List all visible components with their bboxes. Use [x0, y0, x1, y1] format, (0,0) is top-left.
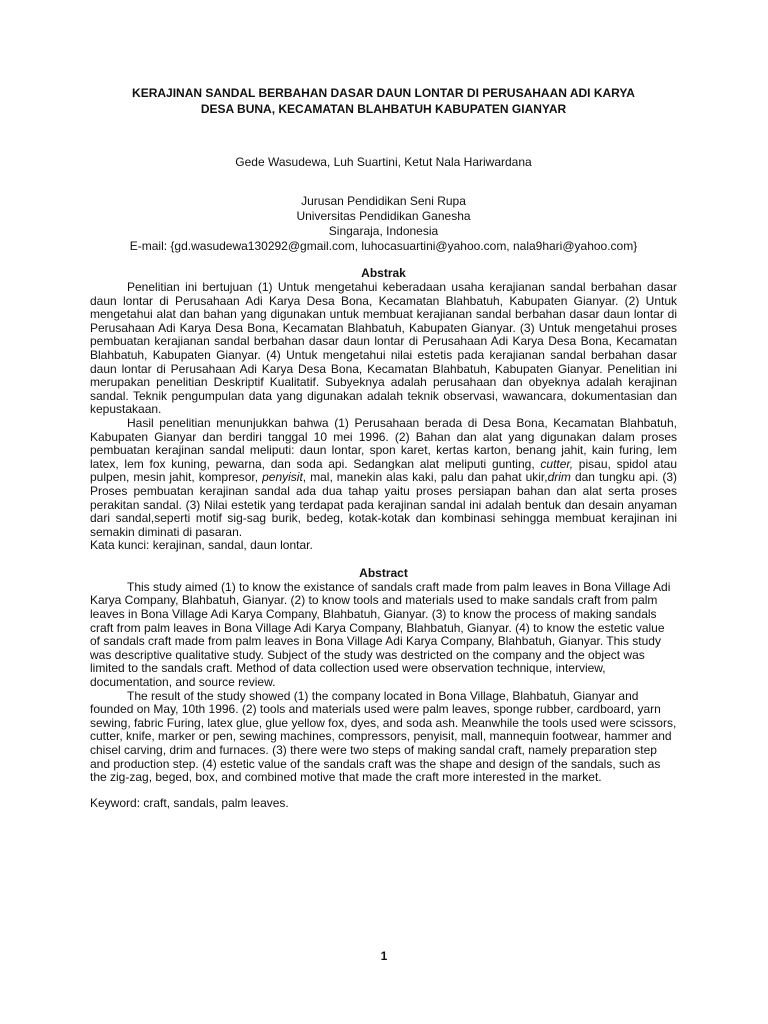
- affiliation-department: Jurusan Pendidikan Seni Rupa: [301, 194, 466, 208]
- affiliation-city: Singaraja, Indonesia: [328, 224, 439, 238]
- abstract-paragraph-2: The result of the study showed (1) the company located in Bona Village, Blahbatuh, Gianyar and founded on May, 10th 1996. (2) tools and materials used were palm leaves, sponge rubber, cardboard, yarn sewing, fabric Furing, latex glue, glue yellow fox, dyes, and soda ash. Meanwhile the tools used were scissors, cutter, knife, marker or pen, sewing machines, compressors, penyisit, mall, mannequin footwear, hammer and chisel carving, drim and furnaces. (3) there were two steps of making sandal craft, namely preparation step and production step. (4) estetic value of the sandals craft was the shape and design of the sandals, such as the zig-zag, beged, box, and combined motive that made the craft more interested in the market.: [90, 688, 677, 785]
- abstrak-p2-italic-cutter: cutter,: [540, 456, 574, 471]
- affiliation-block: [90, 194, 677, 254]
- abstrak-p2-text-d: dan tungku api. (3) Proses pembuatan kerajinan sandal ada dua tahap yaitu proses persiapan bahan dan alat serta proses perakitan sandal. (3) Nilai estetik yang terdapat pada kerajinan sandal ini adalah bentuk dan desain anyaman dari sandal,seperti motif sig-sag burik, bedeg, kotak-kotak dan kombinasi sehingga membuat kerajinan ini semakin diminati di pasaran.: [90, 470, 678, 539]
- page-number: 1: [380, 949, 388, 963]
- abstract-keywords: Keyword: craft, sandals, palm leaves.: [90, 795, 289, 810]
- affiliation-university: Universitas Pendidikan Ganesha: [296, 209, 471, 223]
- abstract-heading: Abstract: [359, 565, 408, 580]
- abstrak-keywords: Kata kunci: kerajinan, sandal, daun lontar.: [90, 538, 313, 553]
- paper-page: [90, 85, 677, 810]
- affiliation-email: E-mail: {gd.wasudewa130292@gmail.com, luhocasuartini@yahoo.com, nala9hari@yahoo.com}: [129, 239, 638, 253]
- abstrak-paragraph-1: Penelitian ini bertujuan (1) Untuk mengetahui keberadaan usaha kerajianan sandal berbahan dasar daun lontar di Perusahaan Adi Karya Desa Bona, Kecamatan Blahbatuh, Kabupaten Gianyar. (2) Untuk mengetahui alat dan bahan yang digunakan untuk membuat kerajianan sandal berbahan dasar daun lontar di Perusahaan Adi Karya Desa Bona, Kecamatan Blahbatuh, Kabupaten Gianyar. (3) Untuk mengetahui proses pembuatan kerajianan sandal berbahan dasar daun lontar di Perusahaan Adi Karya Desa Bona, Kecamatan Blahbatuh, Kabupaten Gianyar. (4) Untuk mengetahui nilai estetis pada kerajianan sandal berbahan dasar daun lontar di Perusahaan Adi Karya Desa Bona, Kecamatan Blahbatuh, Kabupaten Gianyar. Penelitian ini merupakan penelitian Deskriptif Kualitatif. Subyeknya adalah perusahaan dan obyeknya adalah kerajinan sandal. Teknik pengumpulan data yang digunakan adalah teknik observasi, wawancara, dokumentasian dan kepustakaan.: [90, 280, 677, 417]
- abstrak-heading: Abstrak: [361, 266, 406, 280]
- abstract-paragraph-1: This study aimed (1) to know the existance of sandals craft made from palm leaves in Bona Village Adi Karya Company, Blahbatuh, Gianyar. (2) to know tools and materials used to make sandals craft from palm leaves in Bona Village Adi Karya Company, Blahbatuh, Gianyar. (3) to know the process of making sandals craft from palm leaves in Bona Village Adi Karya Company, Blahbatuh, Gianyar. (4) to know the estetic value of sandals craft made from palm leaves in Bona Village Adi Karya Company, Blahbatuh, Gianyar. This study was descriptive qualitative study. Subject of the study was destricted on the company and the object was limited to the sandals craft. Method of data collection used were observation technique, interview, documentation, and source review.: [90, 579, 671, 690]
- abstrak-paragraph-2: [90, 417, 677, 539]
- paper-title-line-1: KERAJINAN SANDAL BERBAHAN DASAR DAUN LONTAR DI PERUSAHAAN ADI KARYA: [132, 86, 635, 100]
- paper-title-line-2: DESA BUNA, KECAMATAN BLAHBATUH KABUPATEN GIANYAR: [200, 102, 567, 116]
- abstrak-p2-italic-drim: drim: [547, 470, 571, 485]
- author-list: Gede Wasudewa, Luh Suartini, Ketut Nala Hariwardana: [235, 155, 532, 169]
- abstrak-p2-text-b: pisau, spidol atau pulpen, mesin jahit, kompresor,: [90, 456, 678, 485]
- abstrak-p2-italic-penyisit: penyisit: [262, 470, 303, 485]
- abstrak-p2-text-a: Hasil penelitian menunjukkan bahwa (1) Perusahaan berada di Desa Bona, Kecamatan Blahbatuh, Kabupaten Gianyar dan berdiri tanggal 10 mei 1996. (2) Bahan dan alat yang digunakan dalam proses pembuatan kerajinan sandal meliputi: daun lontar, spon karet, kertas karton, benang jahit, kain furing, lem latex, lem fox kuning, pewarna, dan soda api. Sedangkan alat meliputi gunting,: [90, 415, 677, 471]
- abstrak-p2-text-c: , mal, manekin alas kaki, palu dan pahat ukir,: [302, 470, 548, 485]
